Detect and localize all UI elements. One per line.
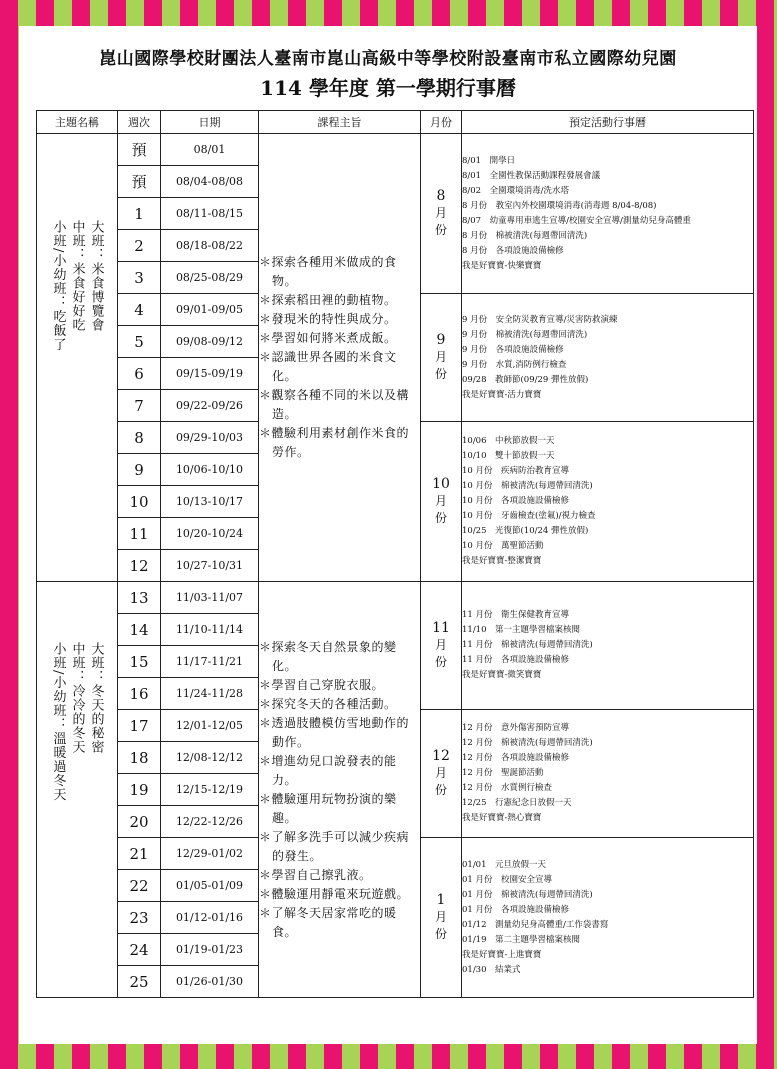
event-item: 我是好寶寶-活力寶寶 <box>462 389 542 400</box>
events-cell <box>462 582 754 710</box>
event-item: 8/01 開學日 <box>462 155 516 166</box>
event-item: 12 月份 水質例行檢查 <box>462 783 553 793</box>
event-item: 9 月份 棉被清洗(每週帶回清洗) <box>462 329 588 340</box>
semester-calendar-table <box>36 110 754 998</box>
date-cell: 08/11-08/15 <box>161 198 259 230</box>
theme-line: 大班：米食博覽會 <box>88 220 104 332</box>
course-point: ＊增進幼兒口說發表的能力。 <box>259 753 397 787</box>
event-item: 12 月份 意外傷害預防宣導 <box>462 723 570 733</box>
event-item: 8 月份 棉被清洗(每週帶回清洗) <box>462 230 588 241</box>
week-cell: 10 <box>118 486 161 518</box>
course-cell <box>259 582 421 998</box>
event-item: 11 月份 各項設施設備檢修 <box>462 655 570 665</box>
week-cell: 預 <box>118 134 161 166</box>
course-cell <box>259 134 421 582</box>
date-cell: 09/01-09/05 <box>161 294 259 326</box>
month-number: 10 <box>432 476 450 492</box>
course-point: ＊探索各種用米做成的食物。 <box>259 255 397 288</box>
event-item: 我是好寶寶-快樂寶寶 <box>462 260 542 271</box>
date-cell: 12/01-12/05 <box>161 710 259 742</box>
month-cell <box>421 838 462 998</box>
event-item: 01 月份 各項設施設備檢修 <box>462 904 570 915</box>
event-item: 01 月份 校園安全宣導 <box>462 874 553 885</box>
event-item: 8/02 全園環境消毒/洗水塔 <box>462 185 569 196</box>
theme-line: 小班/小幼班：吃飯了 <box>50 220 66 352</box>
week-cell: 24 <box>118 934 161 966</box>
week-cell: 17 <box>118 710 161 742</box>
date-cell: 09/15-09/19 <box>161 358 259 390</box>
date-cell: 10/27-10/31 <box>161 550 259 582</box>
theme-line: 中班：冷冷的冬天 <box>69 642 85 754</box>
event-item: 我是好寶寶-整潔寶寶 <box>462 556 542 566</box>
events-cell <box>462 294 754 422</box>
event-item: 10/06 中秋節放假一天 <box>462 436 555 446</box>
date-cell: 10/06-10/10 <box>161 454 259 486</box>
week-cell: 4 <box>118 294 161 326</box>
event-item: 8 月份 各項設施設備檢修 <box>462 245 564 256</box>
event-item: 10 月份 牙齒檢查(塗氟)/視力檢查 <box>462 511 596 521</box>
date-cell: 12/15-12/19 <box>161 774 259 806</box>
date-cell: 10/20-10/24 <box>161 518 259 550</box>
week-cell: 3 <box>118 262 161 294</box>
course-point: ＊發現米的特性與成分。 <box>259 312 397 326</box>
month-cell <box>421 422 462 582</box>
event-item: 10 月份 各項設施設備檢修 <box>462 496 570 506</box>
week-cell: 16 <box>118 678 161 710</box>
date-cell: 11/03-11/07 <box>161 582 259 614</box>
month-label: 月份 <box>435 910 448 941</box>
week-cell: 25 <box>118 966 161 998</box>
table-row <box>37 134 754 166</box>
month-cell <box>421 710 462 838</box>
week-cell: 6 <box>118 358 161 390</box>
week-cell: 13 <box>118 582 161 614</box>
course-point: ＊體驗運用靜電來玩遊戲。 <box>259 886 410 901</box>
date-cell: 11/17-11/21 <box>161 646 259 678</box>
date-cell: 09/22-09/26 <box>161 390 259 422</box>
date-cell: 08/01 <box>161 134 259 166</box>
date-cell: 01/12-01/16 <box>161 902 259 934</box>
month-cell <box>421 294 462 422</box>
date-cell: 11/10-11/14 <box>161 614 259 646</box>
event-item: 01 月份 棉被清洗(每週帶回清洗) <box>462 889 593 900</box>
month-cell <box>421 582 462 710</box>
week-cell: 23 <box>118 902 161 934</box>
col-header-week: 週次 <box>118 111 161 134</box>
course-point: ＊體驗運用玩物扮演的樂趣。 <box>259 791 397 825</box>
course-point: ＊探索冬天自然景象的變化。 <box>259 639 397 673</box>
week-cell: 5 <box>118 326 161 358</box>
col-header-course: 課程主旨 <box>259 111 421 134</box>
month-label: 月份 <box>435 350 448 381</box>
event-item: 01/19 第二主題學習檔案核閱 <box>462 934 580 945</box>
event-item: 10 月份 萬聖節活動 <box>462 541 544 551</box>
theme-cell <box>37 582 118 998</box>
event-item: 01/12 測量幼兒身高體重/工作袋書寫 <box>462 919 609 930</box>
event-item: 12/25 行憲紀念日放假一天 <box>462 798 572 808</box>
event-item: 11/10 第一主題學習檔案核閱 <box>462 625 580 635</box>
week-cell: 7 <box>118 390 161 422</box>
course-point: ＊探索稻田裡的動植物。 <box>259 293 397 307</box>
course-point: ＊學習自己穿脫衣服。 <box>259 677 385 692</box>
events-cell <box>462 422 754 582</box>
page-title: 114 學年度 第一學期行事曆 <box>260 76 516 100</box>
event-item: 10 月份 疾病防治教育宣導 <box>462 466 570 476</box>
month-number: 11 <box>432 620 450 636</box>
week-cell: 21 <box>118 838 161 870</box>
week-cell: 預 <box>118 166 161 198</box>
date-cell: 11/24-11/28 <box>161 678 259 710</box>
events-cell <box>462 710 754 838</box>
theme-cell <box>37 134 118 582</box>
course-point: ＊探究冬天的各種活動。 <box>259 696 397 711</box>
month-number: 12 <box>432 748 450 764</box>
date-cell: 08/04-08/08 <box>161 166 259 198</box>
course-point: ＊了解多洗手可以減少疾病的發生。 <box>259 829 410 863</box>
col-header-theme: 主題名稱 <box>37 111 118 134</box>
month-label: 月份 <box>435 206 448 237</box>
week-cell: 11 <box>118 518 161 550</box>
theme-line: 小班/小幼班：溫暖過冬天 <box>50 642 66 802</box>
week-cell: 19 <box>118 774 161 806</box>
event-item: 9 月份 各項設施設備檢修 <box>462 344 564 355</box>
event-item: 12 月份 棉被清洗(每週帶回清洗) <box>462 738 593 748</box>
date-cell: 12/22-12/26 <box>161 806 259 838</box>
month-label: 月份 <box>434 494 447 525</box>
date-cell: 08/25-08/29 <box>161 262 259 294</box>
date-cell: 12/29-01/02 <box>161 838 259 870</box>
month-number: 9 <box>436 332 446 348</box>
event-item: 9 月份 水質,消防例行檢查 <box>462 359 567 370</box>
calendar-body <box>37 134 754 998</box>
date-cell: 10/13-10/17 <box>161 486 259 518</box>
month-number: 1 <box>436 892 446 908</box>
date-cell: 08/18-08/22 <box>161 230 259 262</box>
date-cell: 01/05-01/09 <box>161 870 259 902</box>
week-cell: 9 <box>118 454 161 486</box>
events-cell <box>462 838 754 998</box>
date-cell: 09/08-09/12 <box>161 326 259 358</box>
week-cell: 1 <box>118 198 161 230</box>
calendar-sheet <box>19 26 757 1044</box>
events-cell <box>462 134 754 294</box>
event-item: 11 月份 棉被清洗(每週帶回清洗) <box>462 640 593 650</box>
event-item: 09/28 教師節(09/29 彈性放假) <box>462 374 589 385</box>
date-cell: 09/29-10/03 <box>161 422 259 454</box>
week-cell: 2 <box>118 230 161 262</box>
event-item: 9 月份 安全防災教育宣導/災害防救演練 <box>462 314 618 325</box>
week-cell: 20 <box>118 806 161 838</box>
month-label: 月份 <box>434 766 447 797</box>
event-item: 我是好寶寶-熱心寶寶 <box>462 813 542 823</box>
event-item: 12 月份 各項設施設備檢修 <box>462 753 570 763</box>
week-cell: 22 <box>118 870 161 902</box>
month-label: 月份 <box>434 638 447 669</box>
course-point: ＊學習自己擦乳液。 <box>259 867 372 882</box>
week-cell: 15 <box>118 646 161 678</box>
col-header-month: 月份 <box>421 111 462 134</box>
course-point: ＊透過肢體模仿雪地動作的動作。 <box>259 715 410 749</box>
week-cell: 8 <box>118 422 161 454</box>
event-item: 01/30 結業式 <box>462 964 521 975</box>
header-row <box>37 111 754 134</box>
table-row <box>37 582 754 614</box>
week-cell: 14 <box>118 614 161 646</box>
col-header-events: 預定活動行事曆 <box>462 111 754 134</box>
course-point: ＊認識世界各國的米食文化。 <box>259 350 397 383</box>
course-point: ＊學習如何將米煮成飯。 <box>259 331 397 345</box>
event-item: 8/07 幼童專用車逃生宣導/校園安全宣導/測量幼兒身高體重 <box>462 215 691 226</box>
event-item: 10 月份 棉被清洗(每週帶回清洗) <box>462 481 593 491</box>
event-item: 我是好寶寶-上進寶寶 <box>462 949 542 960</box>
event-item: 10/10 雙十節放假一天 <box>462 451 555 461</box>
date-cell: 01/19-01/23 <box>161 934 259 966</box>
month-cell <box>421 134 462 294</box>
event-item: 我是好寶寶-微笑寶寶 <box>462 670 542 680</box>
school-name: 崑山國際學校財團法人臺南市崑山高級中等學校附設臺南市私立國際幼兒園 <box>99 49 677 69</box>
date-cell: 12/08-12/12 <box>161 742 259 774</box>
week-cell: 18 <box>118 742 161 774</box>
course-point: ＊體驗利用素材創作米食的勞作。 <box>259 426 410 459</box>
week-cell: 12 <box>118 550 161 582</box>
page-header <box>19 26 757 106</box>
event-item: 10/25 光復節(10/24 彈性放假) <box>462 526 589 536</box>
event-item: 8/01 全園性教保活動課程發展會議 <box>462 170 601 181</box>
month-number: 8 <box>436 188 446 204</box>
course-point: ＊了解冬天居家常吃的暖食。 <box>259 905 397 939</box>
date-cell: 01/26-01/30 <box>161 966 259 998</box>
theme-line: 大班：冬天的秘密 <box>88 642 104 754</box>
event-item: 11 月份 衛生保健教育宣導 <box>462 610 570 620</box>
event-item: 8 月份 教室內外校園環境消毒(消毒週 8/04-8/08) <box>462 200 657 211</box>
event-item: 12 月份 聖誕節活動 <box>462 768 544 778</box>
theme-line: 中班：米食好好吃 <box>69 220 85 332</box>
col-header-date: 日期 <box>161 111 259 134</box>
event-item: 01/01 元旦放假一天 <box>462 859 546 870</box>
course-point: ＊觀察各種不同的米以及構造。 <box>259 388 410 421</box>
